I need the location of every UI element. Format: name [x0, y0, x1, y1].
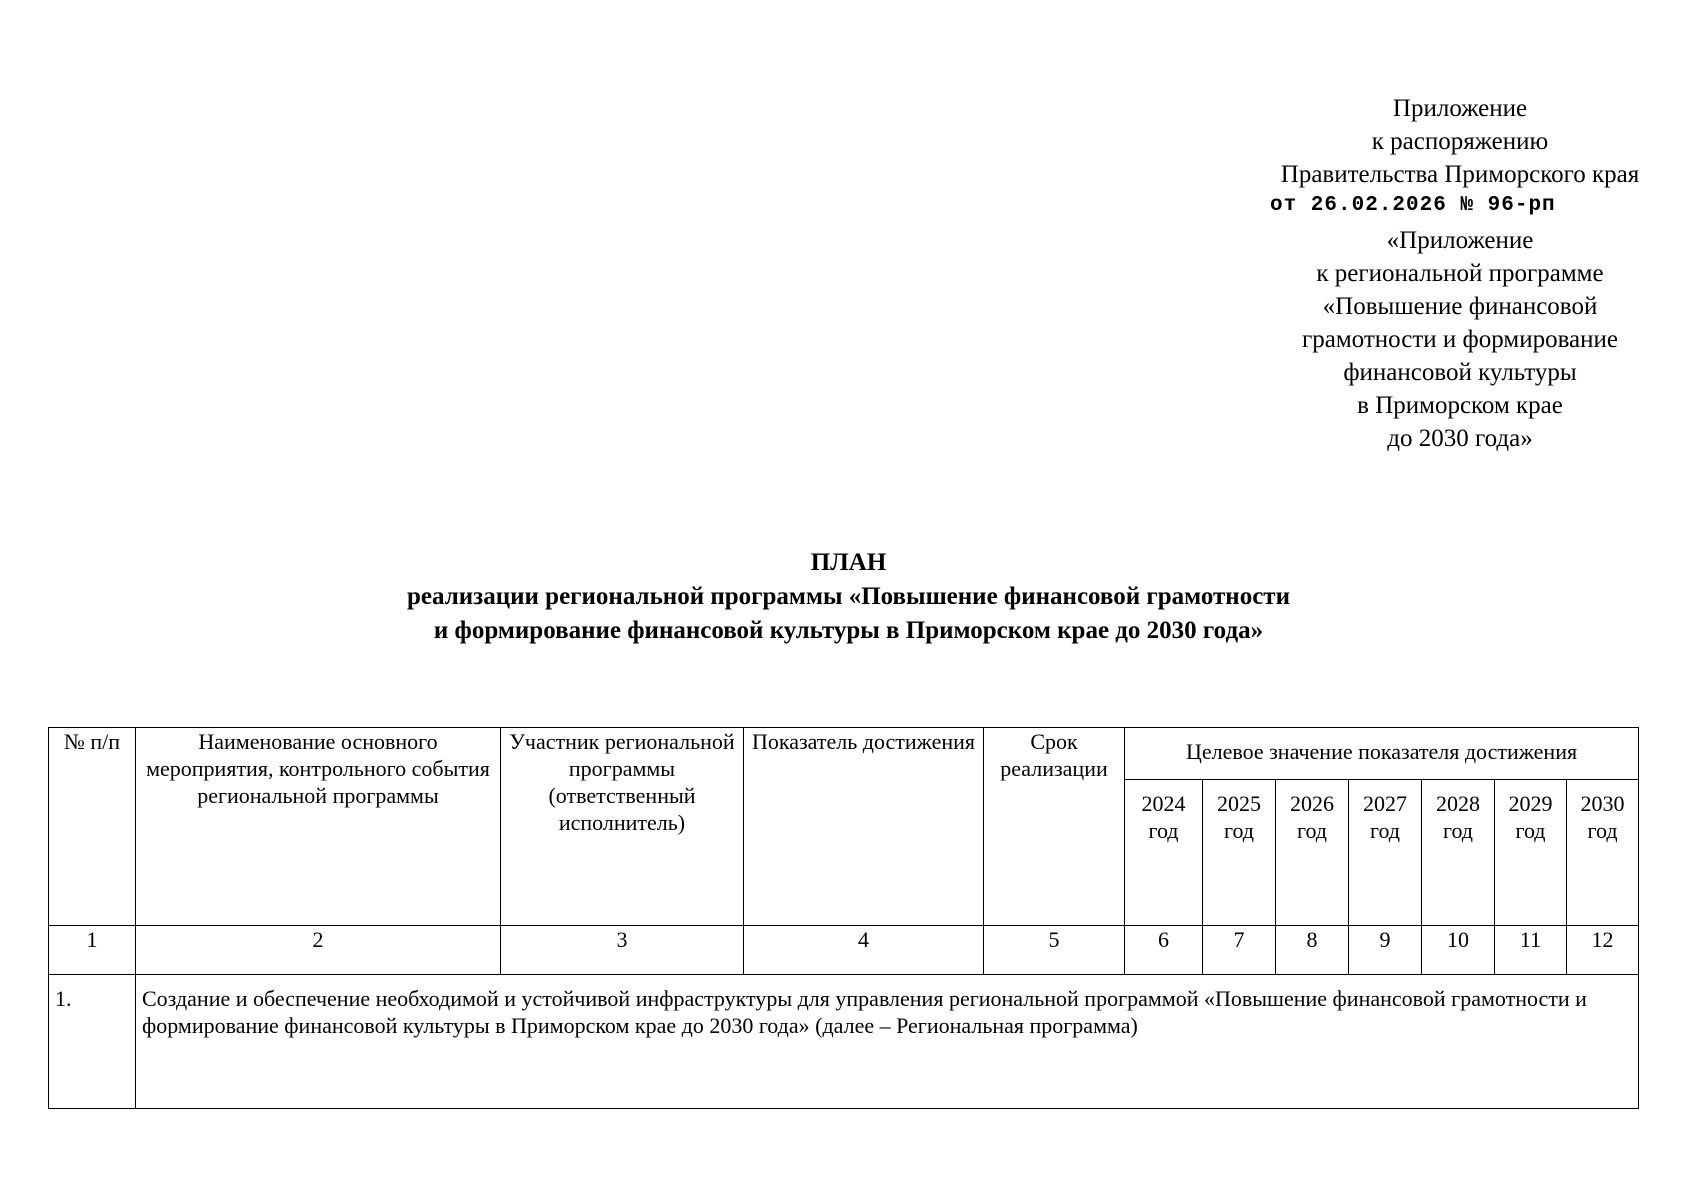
appendix-line: Правительства Приморского края	[1280, 161, 1640, 188]
year-value: 2028	[1436, 791, 1480, 816]
header-year-2028	[1422, 780, 1495, 926]
table-row	[49, 975, 1639, 1109]
header-year-2027	[1349, 780, 1422, 926]
header-participant: Участник региональной программы (ответственный исполнитель)	[501, 728, 744, 926]
year-word: год	[1223, 818, 1255, 843]
program-appendix-line: в Приморском крае	[1357, 392, 1563, 419]
year-word: год	[1296, 818, 1328, 843]
year-word: год	[1515, 818, 1546, 843]
year-value: 2030	[1580, 791, 1625, 816]
appendix-line: Приложение	[1392, 95, 1528, 122]
year-value: 2027	[1363, 791, 1407, 816]
header-num: № п/п	[49, 728, 136, 926]
column-number: 9	[1349, 926, 1422, 975]
header-year-2029	[1495, 780, 1567, 926]
year-word: год	[1442, 818, 1474, 843]
year-value: 2025	[1217, 791, 1261, 816]
title-line: реализации региональной программы «Повышение финансовой грамотности	[407, 583, 1290, 610]
appendix-header	[1240, 92, 1680, 455]
program-appendix-line: «Приложение	[1386, 227, 1534, 254]
plan-table	[48, 727, 1639, 1109]
title-heading: ПЛАН	[810, 549, 887, 576]
header-term: Срок реализации	[984, 728, 1125, 926]
program-appendix-line: до 2030 года»	[1387, 425, 1533, 452]
year-value: 2029	[1508, 791, 1553, 816]
header-name: Наименование основного мероприятия, контрольного события региональной программы	[136, 728, 501, 926]
column-number: 3	[501, 926, 744, 975]
document-title	[0, 546, 1697, 648]
column-number: 8	[1276, 926, 1349, 975]
column-number: 4	[744, 926, 984, 975]
header-year-2024	[1125, 780, 1203, 926]
program-appendix-line: к региональной программе	[1316, 260, 1604, 287]
column-number: 5	[984, 926, 1125, 975]
header-indicator: Показатель достижения	[744, 728, 984, 926]
header-target-value: Целевое значение показателя достижения	[1125, 728, 1639, 780]
column-number: 12	[1567, 926, 1639, 975]
column-number: 1	[49, 926, 136, 975]
year-value: 2026	[1290, 791, 1334, 816]
header-year-2030	[1567, 780, 1639, 926]
column-number: 6	[1125, 926, 1203, 975]
order-reference: от 26.02.2026 № 96-рп	[1270, 194, 1556, 217]
section-text: Создание и обеспечение необходимой и устойчивой инфраструктуры для управления региональной программой «Повышение финансовой грамотности и формирование финансовой культуры в Приморском крае до 2030 года» (далее – Региональная программа)	[136, 975, 1639, 1109]
row-number: 1.	[49, 975, 136, 1109]
column-number: 10	[1422, 926, 1495, 975]
header-year-2026	[1276, 780, 1349, 926]
column-number: 2	[136, 926, 501, 975]
appendix-line: к распоряжению	[1371, 128, 1549, 155]
header-year-2025	[1203, 780, 1276, 926]
program-appendix-line: финансовой культуры	[1343, 359, 1577, 386]
column-number: 11	[1495, 926, 1567, 975]
year-word: год	[1148, 818, 1179, 843]
program-appendix-line: «Повышение финансовой	[1322, 293, 1598, 320]
column-number: 7	[1203, 926, 1276, 975]
year-word: год	[1587, 818, 1618, 843]
column-number-row	[49, 926, 1639, 975]
program-appendix-line: грамотности и формирование	[1302, 326, 1618, 353]
title-line: и формирование финансовой культуры в Приморском крае до 2030 года»	[433, 617, 1264, 644]
year-word: год	[1369, 818, 1401, 843]
year-value: 2024	[1141, 791, 1186, 816]
